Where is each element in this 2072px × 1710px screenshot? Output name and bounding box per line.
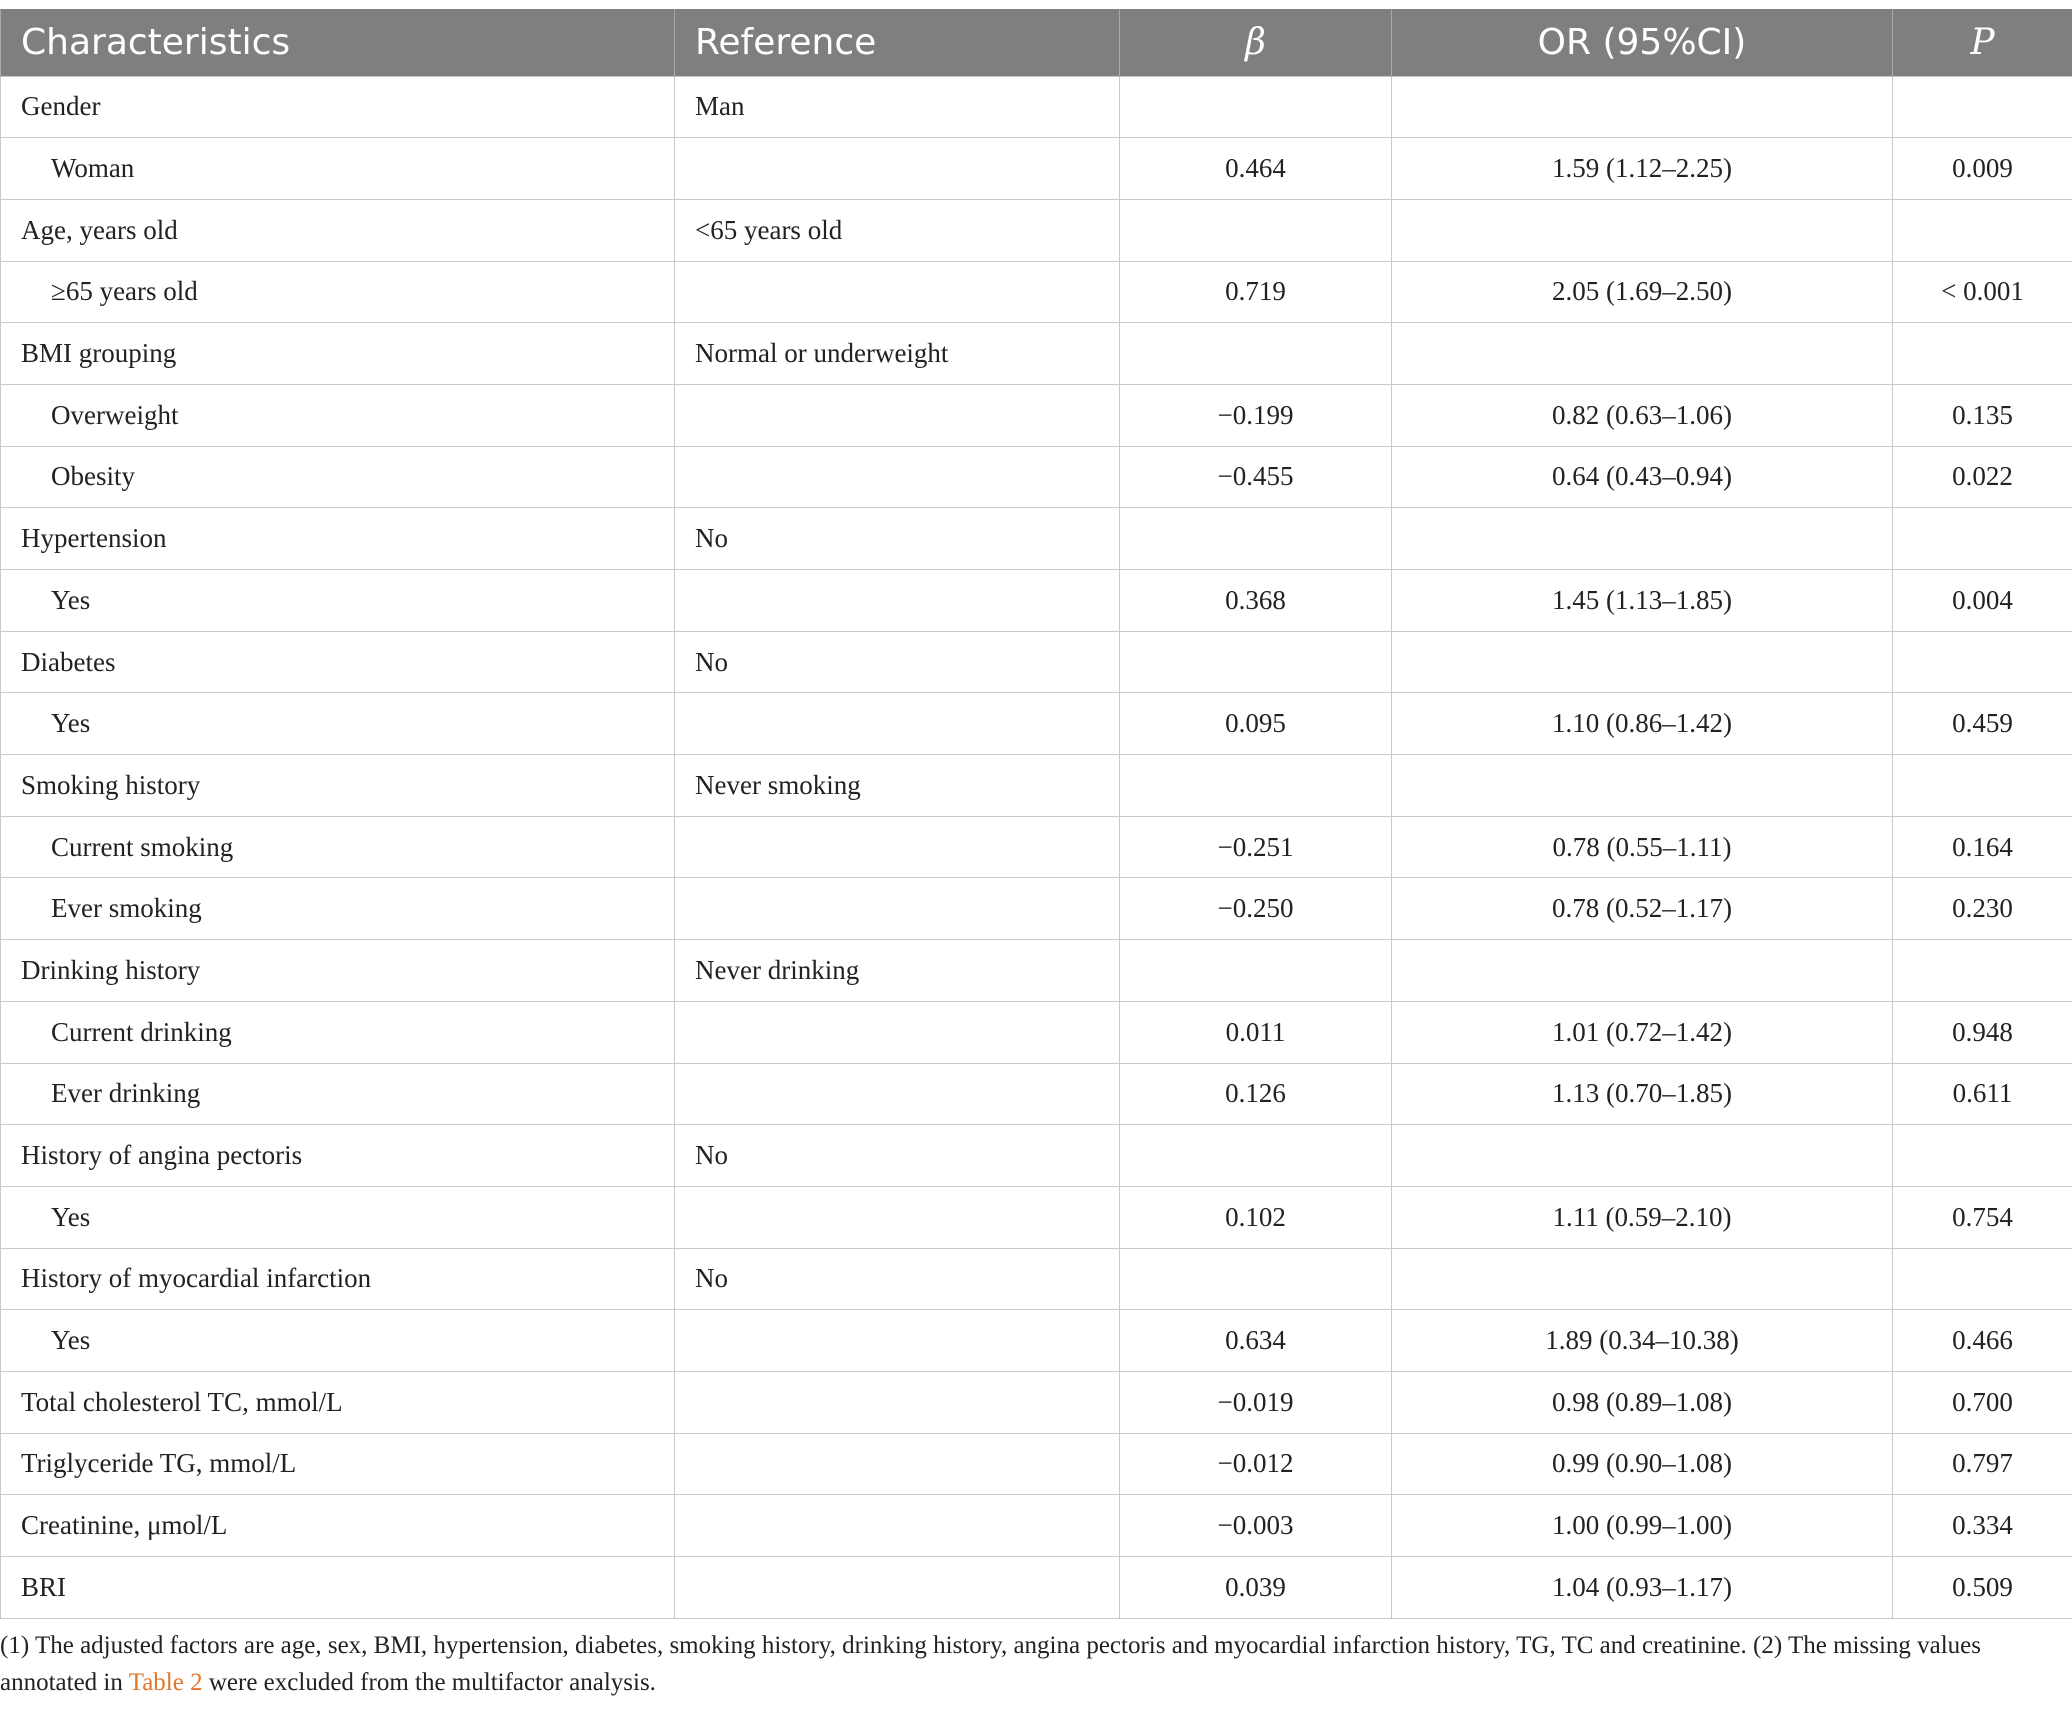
cell-characteristic: BMI grouping — [1, 323, 675, 385]
cell-characteristic: Woman — [1, 138, 675, 200]
cell-reference: No — [675, 508, 1120, 570]
table-row — [1, 1125, 2072, 1187]
cell-beta — [1120, 940, 1392, 1002]
cell-beta: −0.012 — [1120, 1433, 1392, 1495]
cell-p-value — [1893, 755, 2072, 817]
cell-reference: Normal or underweight — [675, 323, 1120, 385]
cell-reference: Never drinking — [675, 940, 1120, 1002]
cell-odds-ratio: 1.04 (0.93–1.17) — [1392, 1557, 1893, 1619]
cell-reference — [675, 1186, 1120, 1248]
table-row — [1, 1186, 2072, 1248]
cell-p-value: 0.754 — [1893, 1186, 2072, 1248]
header-odds-ratio: OR (95%CI) — [1392, 9, 1893, 76]
cell-characteristic: Yes — [1, 570, 675, 632]
cell-characteristic: Gender — [1, 76, 675, 138]
cell-p-value: 0.022 — [1893, 446, 2072, 508]
cell-beta: 0.126 — [1120, 1063, 1392, 1125]
cell-odds-ratio: 1.11 (0.59–2.10) — [1392, 1186, 1893, 1248]
table-row — [1, 940, 2072, 1002]
regression-table — [0, 9, 2072, 1619]
table-body — [1, 76, 2072, 1618]
table-row — [1, 693, 2072, 755]
cell-characteristic: Yes — [1, 1310, 675, 1372]
table-footnote — [0, 1627, 2072, 1701]
cell-p-value — [1893, 76, 2072, 138]
cell-p-value: 0.700 — [1893, 1371, 2072, 1433]
cell-reference — [675, 570, 1120, 632]
cell-odds-ratio: 1.00 (0.99–1.00) — [1392, 1495, 1893, 1557]
cell-characteristic: Hypertension — [1, 508, 675, 570]
cell-p-value — [1893, 199, 2072, 261]
cell-odds-ratio: 0.98 (0.89–1.08) — [1392, 1371, 1893, 1433]
cell-odds-ratio: 1.13 (0.70–1.85) — [1392, 1063, 1893, 1125]
cell-odds-ratio — [1392, 1125, 1893, 1187]
cell-characteristic: History of angina pectoris — [1, 1125, 675, 1187]
cell-p-value: 0.135 — [1893, 384, 2072, 446]
cell-characteristic: Yes — [1, 693, 675, 755]
cell-reference — [675, 878, 1120, 940]
table-row — [1, 261, 2072, 323]
cell-p-value — [1893, 1248, 2072, 1310]
table-row — [1, 570, 2072, 632]
table-row — [1, 1433, 2072, 1495]
cell-characteristic: ≥65 years old — [1, 261, 675, 323]
cell-reference — [675, 1001, 1120, 1063]
cell-beta — [1120, 1248, 1392, 1310]
cell-characteristic: Ever drinking — [1, 1063, 675, 1125]
cell-beta: 0.634 — [1120, 1310, 1392, 1372]
cell-reference: No — [675, 1248, 1120, 1310]
footnote-text-end: were excluded from the multifactor analysis. — [202, 1669, 656, 1696]
header-p-value: P — [1893, 9, 2072, 76]
table-row — [1, 1557, 2072, 1619]
cell-reference — [675, 693, 1120, 755]
cell-p-value: 0.611 — [1893, 1063, 2072, 1125]
cell-odds-ratio: 0.78 (0.52–1.17) — [1392, 878, 1893, 940]
regression-table-container — [0, 9, 2072, 1619]
cell-reference — [675, 1063, 1120, 1125]
cell-beta: −0.003 — [1120, 1495, 1392, 1557]
cell-p-value: < 0.001 — [1893, 261, 2072, 323]
table-row — [1, 384, 2072, 446]
cell-beta — [1120, 755, 1392, 817]
cell-p-value — [1893, 323, 2072, 385]
table-row — [1, 1310, 2072, 1372]
header-row — [1, 9, 2072, 76]
cell-characteristic: Current drinking — [1, 1001, 675, 1063]
cell-characteristic: Age, years old — [1, 199, 675, 261]
cell-reference: No — [675, 631, 1120, 693]
footnote-text-start: (1) The adjusted factors are age, sex, BMI, hypertension, diabetes, smoking history, drinking history, angina pectoris and myocardial infarction history, TG, TC and creatinine. (2) The missing values annotated in — [0, 1632, 1982, 1696]
cell-p-value — [1893, 508, 2072, 570]
cell-odds-ratio: 1.89 (0.34–10.38) — [1392, 1310, 1893, 1372]
cell-beta: 0.368 — [1120, 570, 1392, 632]
cell-p-value: 0.948 — [1893, 1001, 2072, 1063]
cell-reference — [675, 261, 1120, 323]
cell-odds-ratio — [1392, 508, 1893, 570]
cell-reference: Never smoking — [675, 755, 1120, 817]
cell-beta: −0.251 — [1120, 816, 1392, 878]
cell-beta — [1120, 323, 1392, 385]
cell-reference — [675, 1433, 1120, 1495]
cell-reference — [675, 1557, 1120, 1619]
cell-beta: 0.011 — [1120, 1001, 1392, 1063]
cell-beta: −0.250 — [1120, 878, 1392, 940]
table-row — [1, 1495, 2072, 1557]
cell-p-value — [1893, 1125, 2072, 1187]
cell-reference — [675, 384, 1120, 446]
table-row — [1, 1248, 2072, 1310]
cell-p-value — [1893, 940, 2072, 1002]
table-row — [1, 508, 2072, 570]
table-2-link[interactable]: Table 2 — [128, 1669, 203, 1696]
cell-characteristic: Creatinine, μmol/L — [1, 1495, 675, 1557]
header-characteristics: Characteristics — [1, 9, 675, 76]
cell-reference: No — [675, 1125, 1120, 1187]
cell-odds-ratio: 1.59 (1.12–2.25) — [1392, 138, 1893, 200]
cell-characteristic: Obesity — [1, 446, 675, 508]
cell-characteristic: Drinking history — [1, 940, 675, 1002]
cell-odds-ratio: 1.10 (0.86–1.42) — [1392, 693, 1893, 755]
table-row — [1, 631, 2072, 693]
cell-reference: Man — [675, 76, 1120, 138]
cell-reference: <65 years old — [675, 199, 1120, 261]
cell-odds-ratio: 0.78 (0.55–1.11) — [1392, 816, 1893, 878]
cell-odds-ratio: 0.99 (0.90–1.08) — [1392, 1433, 1893, 1495]
table-row — [1, 878, 2072, 940]
cell-beta: 0.464 — [1120, 138, 1392, 200]
cell-characteristic: Total cholesterol TC, mmol/L — [1, 1371, 675, 1433]
cell-p-value: 0.004 — [1893, 570, 2072, 632]
cell-beta: −0.199 — [1120, 384, 1392, 446]
cell-beta: 0.039 — [1120, 1557, 1392, 1619]
cell-beta — [1120, 631, 1392, 693]
cell-beta: 0.095 — [1120, 693, 1392, 755]
table-row — [1, 1371, 2072, 1433]
cell-characteristic: History of myocardial infarction — [1, 1248, 675, 1310]
cell-odds-ratio: 0.64 (0.43–0.94) — [1392, 446, 1893, 508]
cell-odds-ratio — [1392, 76, 1893, 138]
cell-odds-ratio: 2.05 (1.69–2.50) — [1392, 261, 1893, 323]
cell-beta — [1120, 508, 1392, 570]
table-row — [1, 199, 2072, 261]
table-row — [1, 76, 2072, 138]
table-row — [1, 816, 2072, 878]
header-reference: Reference — [675, 9, 1120, 76]
cell-reference — [675, 1495, 1120, 1557]
cell-odds-ratio: 1.01 (0.72–1.42) — [1392, 1001, 1893, 1063]
cell-p-value: 0.009 — [1893, 138, 2072, 200]
table-row — [1, 138, 2072, 200]
cell-p-value — [1893, 631, 2072, 693]
cell-reference — [675, 1310, 1120, 1372]
cell-reference — [675, 446, 1120, 508]
header-beta: β — [1120, 9, 1392, 76]
table-row — [1, 323, 2072, 385]
cell-beta: −0.019 — [1120, 1371, 1392, 1433]
cell-reference — [675, 816, 1120, 878]
cell-odds-ratio — [1392, 1248, 1893, 1310]
cell-reference — [675, 138, 1120, 200]
cell-beta — [1120, 1125, 1392, 1187]
cell-p-value: 0.164 — [1893, 816, 2072, 878]
cell-characteristic: Current smoking — [1, 816, 675, 878]
cell-odds-ratio: 1.45 (1.13–1.85) — [1392, 570, 1893, 632]
table-row — [1, 446, 2072, 508]
cell-odds-ratio — [1392, 631, 1893, 693]
cell-p-value: 0.797 — [1893, 1433, 2072, 1495]
cell-beta: 0.719 — [1120, 261, 1392, 323]
cell-characteristic: BRI — [1, 1557, 675, 1619]
cell-p-value: 0.230 — [1893, 878, 2072, 940]
table-row — [1, 1001, 2072, 1063]
cell-p-value: 0.334 — [1893, 1495, 2072, 1557]
cell-characteristic: Overweight — [1, 384, 675, 446]
table-row — [1, 1063, 2072, 1125]
cell-odds-ratio — [1392, 755, 1893, 817]
cell-p-value: 0.509 — [1893, 1557, 2072, 1619]
cell-characteristic: Ever smoking — [1, 878, 675, 940]
cell-beta — [1120, 199, 1392, 261]
cell-characteristic: Smoking history — [1, 755, 675, 817]
table-header — [1, 9, 2072, 76]
cell-odds-ratio: 0.82 (0.63–1.06) — [1392, 384, 1893, 446]
cell-p-value: 0.459 — [1893, 693, 2072, 755]
cell-p-value: 0.466 — [1893, 1310, 2072, 1372]
cell-characteristic: Diabetes — [1, 631, 675, 693]
cell-odds-ratio — [1392, 323, 1893, 385]
cell-odds-ratio — [1392, 940, 1893, 1002]
cell-odds-ratio — [1392, 199, 1893, 261]
cell-beta: 0.102 — [1120, 1186, 1392, 1248]
table-row — [1, 755, 2072, 817]
cell-characteristic: Triglyceride TG, mmol/L — [1, 1433, 675, 1495]
cell-beta — [1120, 76, 1392, 138]
cell-beta: −0.455 — [1120, 446, 1392, 508]
cell-reference — [675, 1371, 1120, 1433]
cell-characteristic: Yes — [1, 1186, 675, 1248]
